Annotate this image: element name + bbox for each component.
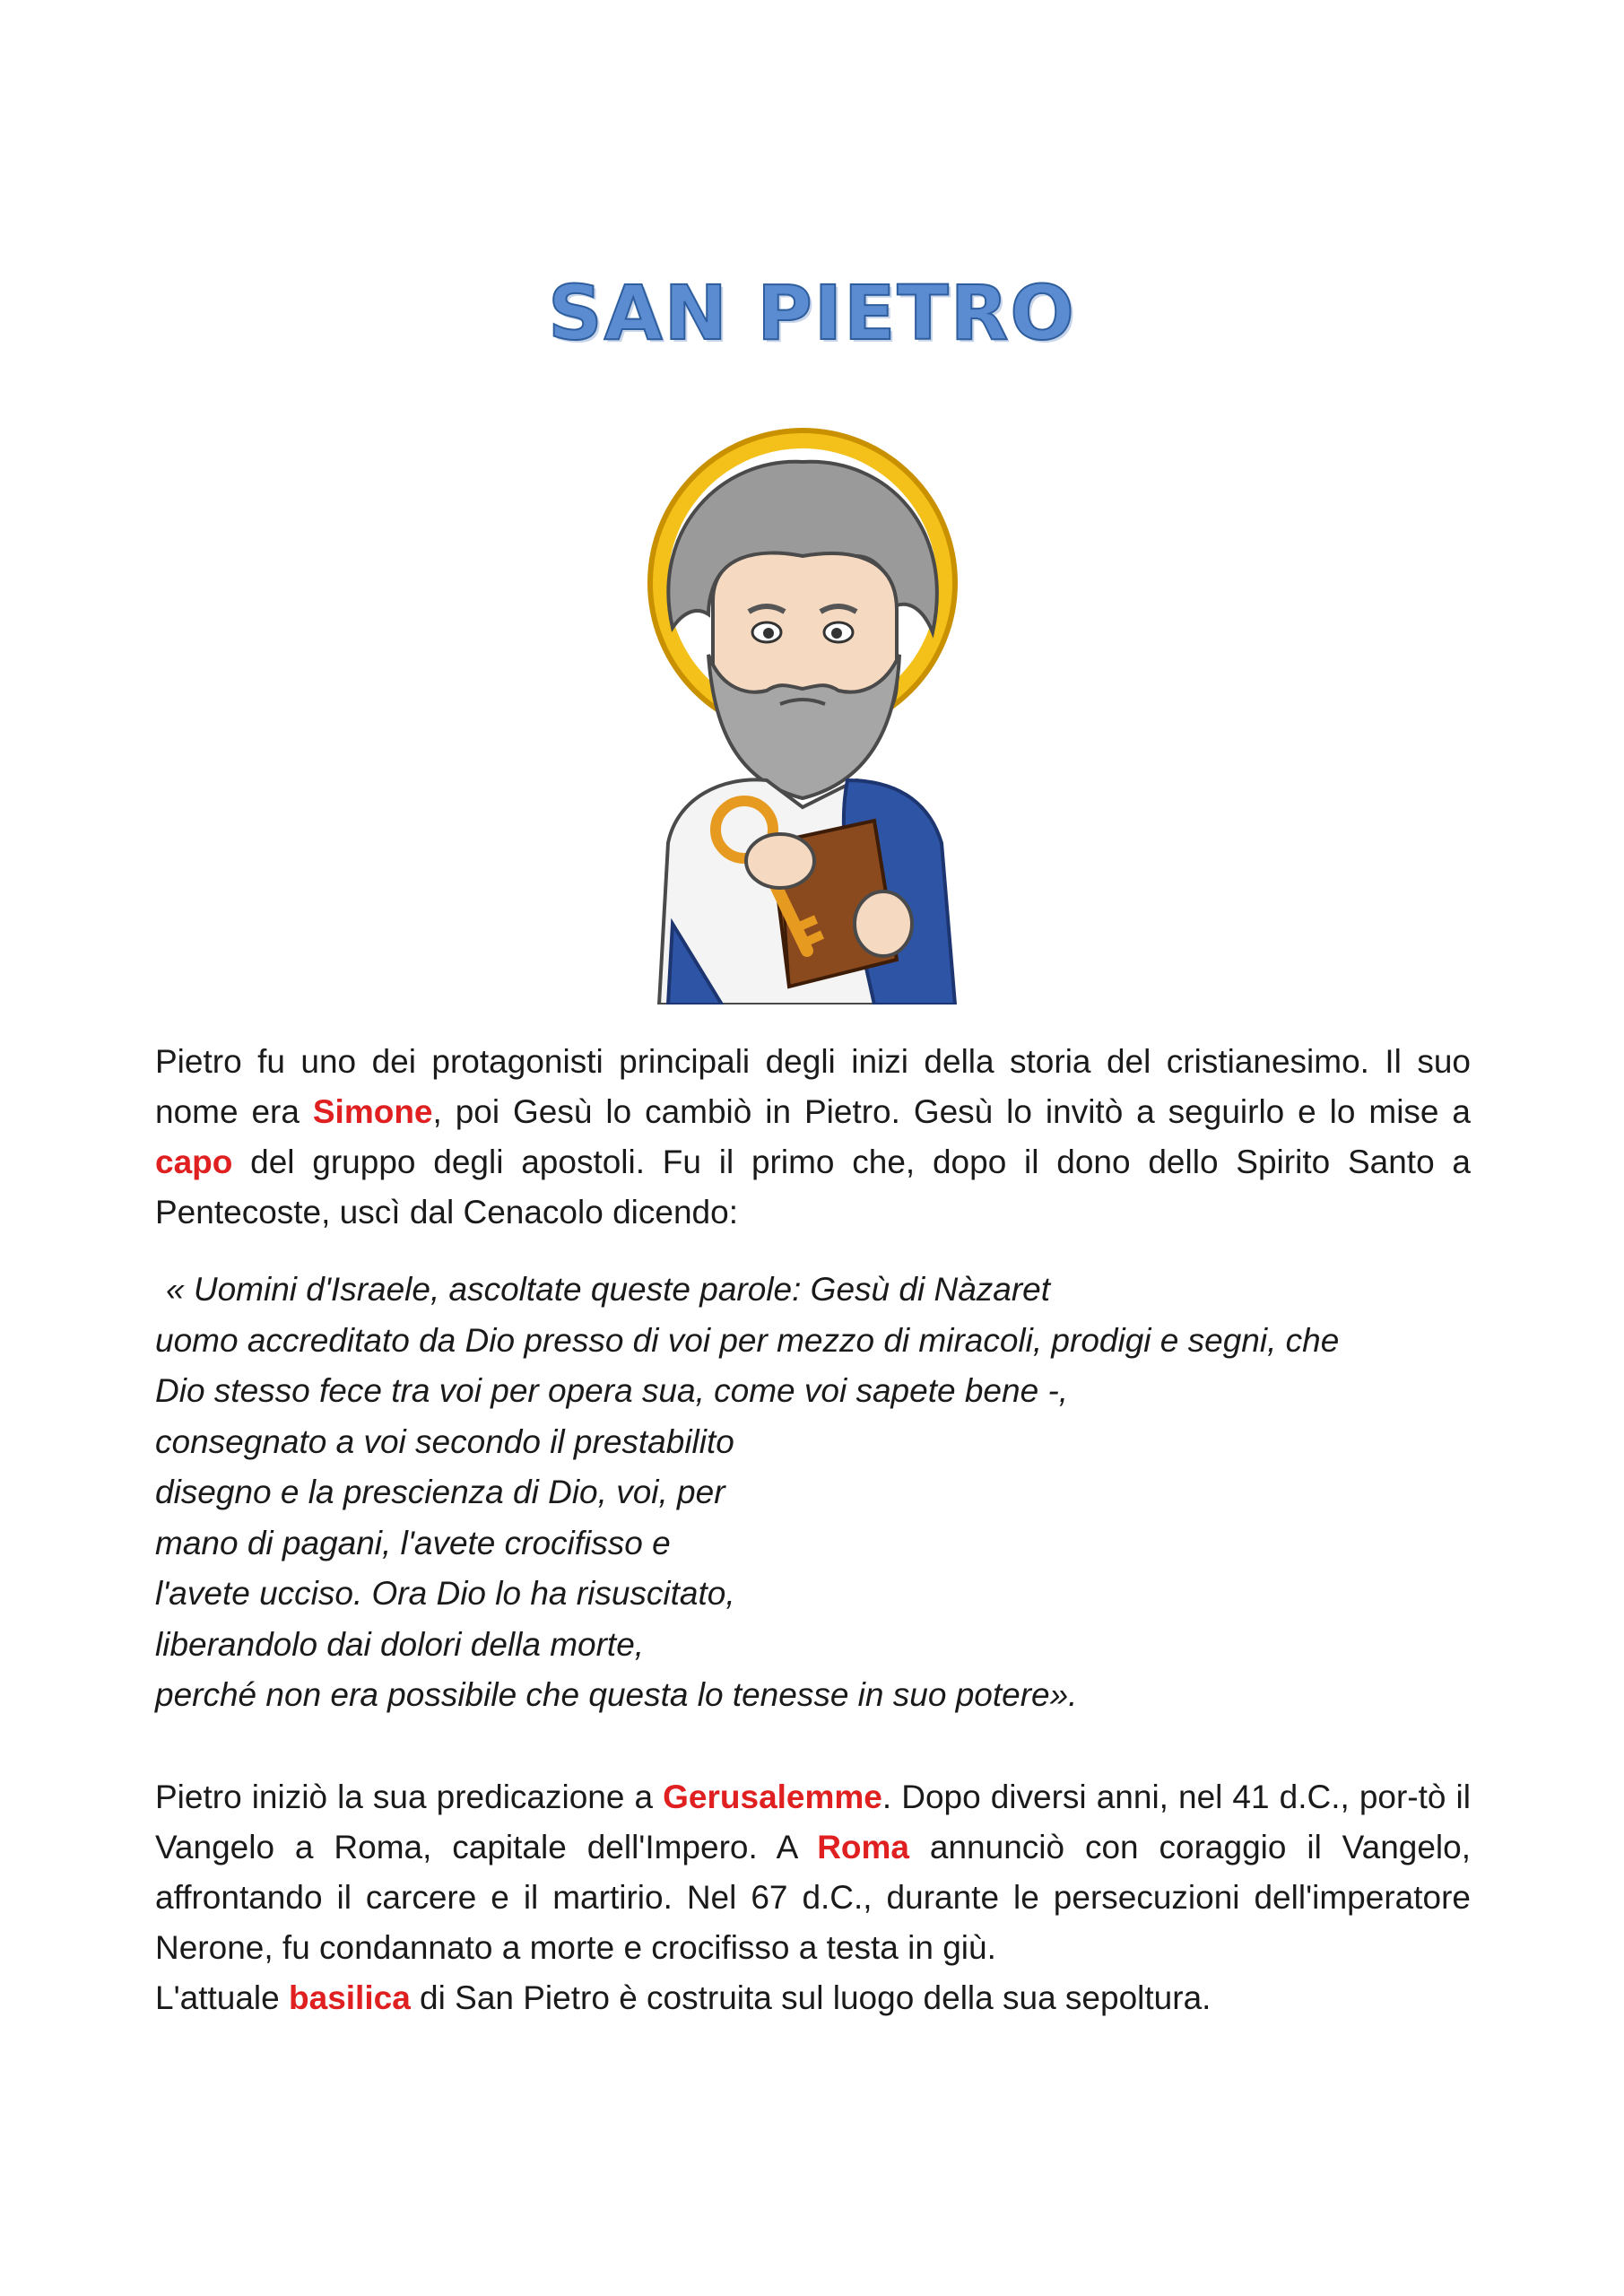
quote-block bbox=[155, 1265, 1471, 1721]
intro-text-2: , poi Gesù lo cambiò in Pietro. Gesù lo invitò a seguirlo e lo mise a bbox=[432, 1093, 1471, 1130]
closing-text-5: di San Pietro è costruita sul luogo della sua sepoltura. bbox=[410, 1979, 1211, 2016]
closing-text-4: L'attuale bbox=[155, 1979, 290, 2016]
quote-line: « Uomini d'Israele, ascoltate queste parole: Gesù di Nàzaret bbox=[166, 1271, 1051, 1308]
highlight-gerusalemme: Gerusalemme bbox=[663, 1779, 882, 1815]
highlight-simone: Simone bbox=[312, 1093, 433, 1130]
closing-text-1: Pietro iniziò la sua predicazione a bbox=[155, 1779, 664, 1815]
closing-text-3: annunciò con coraggio il Vangelo, affrontando il carcere e il martirio. Nel 67 d.C., durante le persecuzioni dell'imperatore Nerone, fu condannato a morte e crocifisso a testa in giù. bbox=[155, 1829, 1471, 1966]
highlight-capo: capo bbox=[155, 1144, 233, 1180]
saint-peter-illustration bbox=[587, 422, 1018, 1004]
intro-text-1: Pietro fu uno dei protagonisti principali degli inizi della storia del cristianesimo. Il suo nome era bbox=[155, 1043, 1471, 1130]
closing-paragraph bbox=[155, 1772, 1471, 2023]
highlight-roma: Roma bbox=[817, 1829, 909, 1866]
quote-line: uomo accreditato da Dio presso di voi per mezzo di miracoli, prodigi e segni, che bbox=[155, 1321, 1340, 1359]
quote-line: disegno e la prescienza di Dio, voi, per bbox=[155, 1474, 725, 1510]
closing-text-2: . Dopo diversi anni, nel 41 d.C., por-tò il Vangelo a Roma, capitale dell'Impero. A bbox=[155, 1779, 1471, 1866]
intro-paragraph bbox=[155, 1037, 1471, 1238]
quote-line: consegnato a voi secondo il prestabilito bbox=[155, 1422, 734, 1460]
quote-line: l'avete ucciso. Ora Dio lo ha risuscitato, bbox=[155, 1575, 735, 1612]
quote-line: liberandolo dai dolori della morte, bbox=[155, 1625, 645, 1663]
quote-line: mano di pagani, l'avete crocifisso e bbox=[155, 1524, 671, 1561]
quote-line: perché non era possibile che questa lo tenesse in suo potere». bbox=[155, 1676, 1078, 1713]
quote-line: Dio stesso fece tra voi per opera sua, come voi sapete bene -, bbox=[155, 1372, 1069, 1409]
page-title: SAN PIETRO bbox=[548, 269, 1076, 357]
highlight-basilica: basilica bbox=[289, 1979, 411, 2016]
intro-text-3: del gruppo degli apostoli. Fu il primo che, dopo il dono dello Spirito Santo a Pentecoste, uscì dal Cenacolo dicendo: bbox=[155, 1144, 1471, 1231]
